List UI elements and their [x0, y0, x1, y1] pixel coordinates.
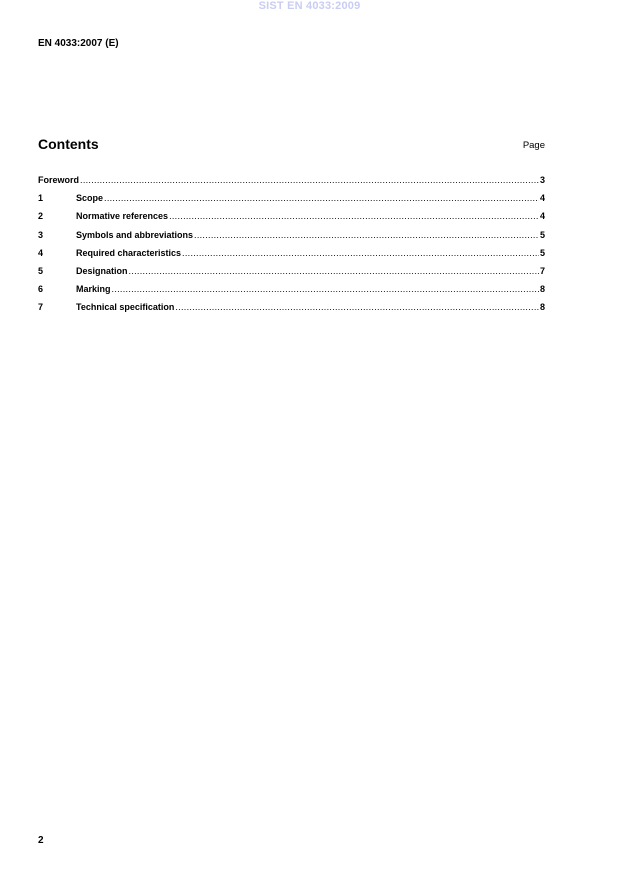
toc-leader-dots	[182, 248, 539, 258]
toc-entry-technical-specification[interactable]	[38, 302, 545, 320]
toc-leader-dots	[129, 266, 539, 276]
toc-entry-page: 8	[539, 302, 545, 313]
contents-title: Contents	[38, 136, 99, 152]
toc-entry-title: Scope	[76, 193, 104, 204]
toc-leader-dots	[175, 302, 539, 312]
toc-entry-number: 3	[38, 229, 44, 240]
toc-entry-title: Required characteristics	[76, 247, 182, 258]
toc-leader-dots	[112, 284, 539, 294]
toc-entry-number: 2	[38, 211, 44, 222]
page-number: 2	[38, 835, 44, 846]
toc-entry-title: Normative references	[76, 211, 169, 222]
toc-entry-page: 7	[539, 265, 545, 276]
toc-entry-scope[interactable]	[38, 193, 545, 211]
toc-entry-page: 8	[539, 284, 545, 295]
page-column-label: Page	[522, 140, 545, 151]
toc-entry-title: Foreword	[38, 175, 80, 185]
toc-entry-marking[interactable]	[38, 284, 545, 302]
toc-entry-designation[interactable]	[38, 266, 545, 284]
toc-entry-title: Technical specification	[76, 302, 175, 313]
toc-entry-number: 7	[38, 302, 44, 313]
toc-leader-dots	[80, 175, 539, 185]
toc-entry-number: 6	[38, 284, 44, 295]
toc-entry-foreword[interactable]	[38, 175, 545, 193]
toc-entry-number: 4	[38, 247, 44, 258]
toc-entry-page: 5	[539, 247, 545, 258]
table-of-contents	[38, 175, 545, 321]
watermark: SIST EN 4033:2009	[258, 0, 361, 12]
toc-entry-symbols-and-abbreviations[interactable]	[38, 230, 545, 248]
toc-entry-title: Designation	[76, 265, 128, 276]
toc-entry-title: Symbols and abbreviations	[76, 229, 194, 240]
toc-leader-dots	[104, 193, 539, 203]
toc-entry-page: 4	[539, 193, 545, 204]
toc-entry-required-characteristics[interactable]	[38, 248, 545, 266]
toc-entry-page: 3	[539, 175, 545, 185]
document-id: EN 4033:2007 (E)	[38, 38, 119, 49]
toc-leader-dots	[169, 211, 539, 221]
toc-entry-page: 5	[539, 229, 545, 240]
toc-entry-number: 1	[38, 193, 44, 204]
toc-entry-page: 4	[539, 211, 545, 222]
toc-entry-number: 5	[38, 265, 44, 276]
toc-entry-normative-references[interactable]	[38, 211, 545, 229]
toc-leader-dots	[194, 230, 539, 240]
toc-entry-title: Marking	[76, 284, 111, 295]
